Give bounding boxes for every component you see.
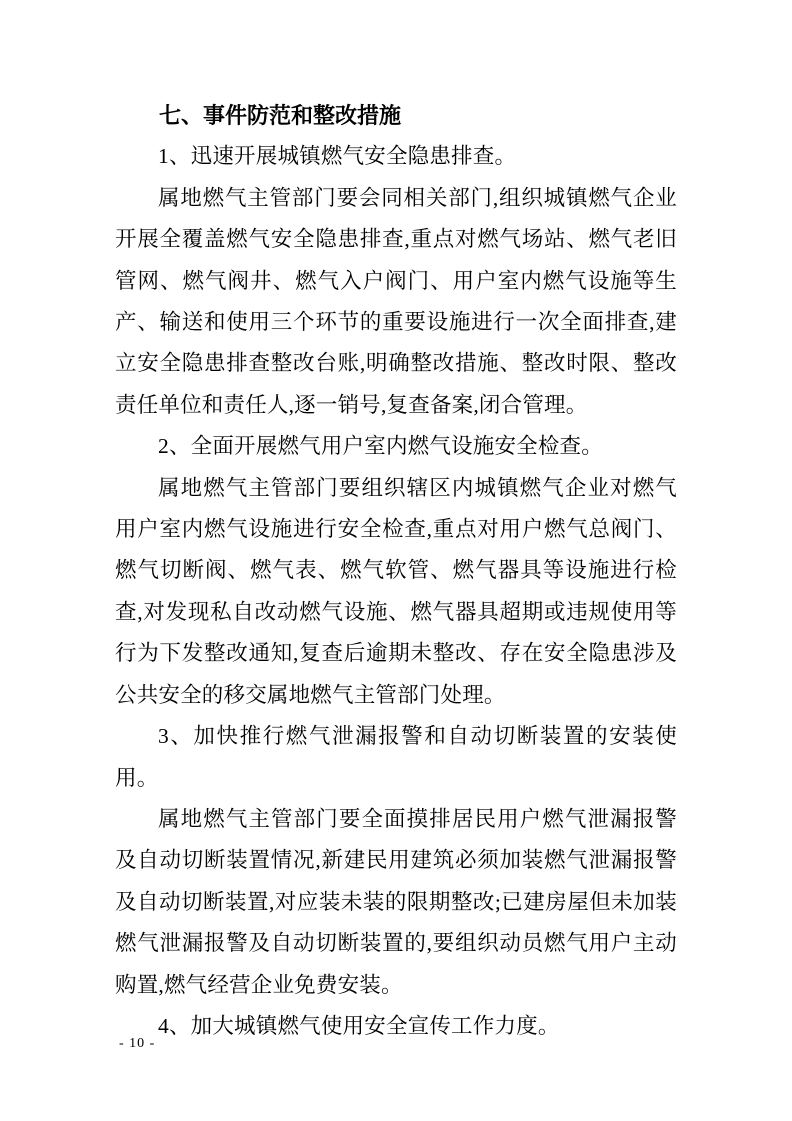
subheading-item-3: 3、加快推行燃气泄漏报警和自动切断装置的安装使用。 xyxy=(115,724,677,790)
subheading-item-4: 4、加大城镇燃气使用安全宣传工作力度。 xyxy=(158,1013,560,1038)
page-number: - 10 - xyxy=(119,1036,156,1051)
body-paragraph-3: 属地燃气主管部门要全面摸排居民用户燃气泄漏报警及自动切断装置情况,新建民用建筑必须加装燃气泄漏报警及自动切断装置,对应装未装的限期整改;已建房屋但未加装燃气泄漏报警及自动切断装置的,要组织动员燃气用户主动购置,燃气经营企业免费安装。 xyxy=(115,806,677,997)
subheading-item-1: 1、迅速开展城镇燃气安全隐患排查。 xyxy=(158,144,517,169)
subheading-item-2: 2、全面开展燃气用户室内燃气设施安全检查。 xyxy=(158,434,603,459)
section-heading: 七、事件防范和整改措施 xyxy=(159,103,402,128)
body-paragraph-2: 属地燃气主管部门要组织辖区内城镇燃气企业对燃气用户室内燃气设施进行安全检查,重点对用户燃气总阀门、燃气切断阀、燃气表、燃气软管、燃气器具等设施进行检查,对发现私自改动燃气设施、燃气器具超期或违规使用等行为下发整改通知,复查后逾期未整改、存在安全隐患涉及公共安全的移交属地燃气主管部门处理。 xyxy=(115,475,677,707)
body-paragraph-1: 属地燃气主管部门要会同相关部门,组织城镇燃气企业开展全覆盖燃气安全隐患排查,重点对燃气场站、燃气老旧管网、燃气阀井、燃气入户阀门、用户室内燃气设施等生产、输送和使用三个环节的重要设施进行一次全面排查,建立安全隐患排查整改台账,明确整改措施、整改时限、整改责任单位和责任人,逐一销号,复查备案,闭合管理。 xyxy=(115,185,677,417)
document-body xyxy=(115,95,677,1047)
